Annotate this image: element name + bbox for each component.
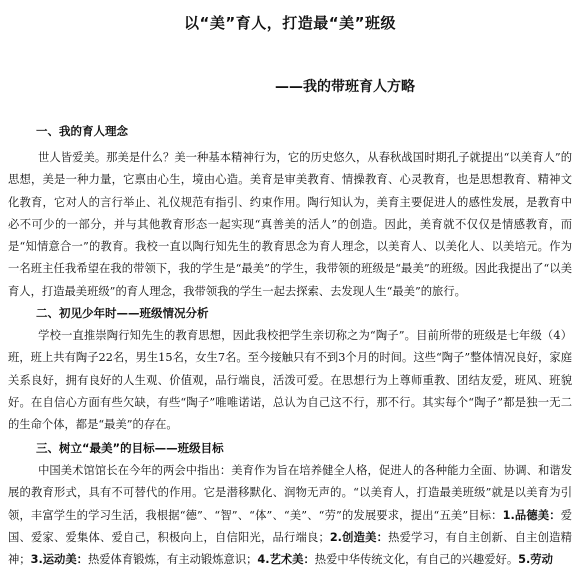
document-subtitle: ——我的带班育人方略 <box>275 79 415 95</box>
goal-text-2: 热爱学习，有自主创新、自主创造精神； <box>8 530 572 567</box>
goal-label-2: 2.创造美： <box>329 530 389 544</box>
goal-label-4: 4.艺术美： <box>257 553 315 567</box>
section-paragraph-2-text: 学校一直推崇陶行知先生的教育思想，因此我校把学生亲切称之为“陶子”。目前所带的班级是七年级（4）班，班上共有陶子22名，男生15名，女生7名。至今接触只有不到3个月的时间。这些“陶子”整体情况良好，家庭关系良好，拥有良好的人生观、价值观，品行端良，活泼可爱。在思想行为上尊师重教、团结友爱，班风、班貌好。在自信心方面有些欠缺，有些“陶子”唯唯诺诺，总认为自己这不行，那不行。其实每个“陶子”都是独一无二的生命个体，都是“最美”的存在。 <box>8 329 572 432</box>
goal-text-4: 热爱中华传统文化，有自己的兴趣爱好。 <box>314 553 519 567</box>
goal-text-1: 爱国、爱家、爱集体、爱自己，积极向上，自信阳光，品行端良； <box>8 508 572 544</box>
goal-label-3: 3.运动美： <box>30 553 88 567</box>
section-paragraph-1-text: 世人皆爱美。那美是什么？美一种基本精神行为，它的历史悠久，从春秋战国时期孔子就提出“以美育人”的思想，美是一种力量，它禀由心生，境由心造。美育是审美教育、情操教育、心灵教育，也是思想教育、精神文化教育，它对人的言行举止、礼仪规范有指引、约束作用。陶行知认为，美育主要促进人的感性发展，是教育中必不可少的一部分，并与其他教育形态一起实现“真善美的活人”的创造。因此，美育就不仅仅是情感教育，而是“知情意合一”的教育。我校一直以陶行知先生的教育思念为育人理念，以美育人、以美化人、以美培元。作为一名班主任我希望在我的带领下，我的学生是“最美”的学生，我带领的班级是“最美”的班级。因此我提出了“以美育人，打造最美班级”的育人理念，我带领我的学生一起去探索、去发现人生“最美”的旅行。 <box>8 151 572 298</box>
section-heading-2: 二、初见少年时——班级情况分析 <box>36 306 209 320</box>
goal-label-5: 5.劳动 <box>518 553 553 567</box>
section-heading-1: 一、我的育人理念 <box>36 124 128 138</box>
goal-label-1: 1.品德美： <box>502 508 561 522</box>
document-title: 以“美”育人，打造最“美”班级 <box>184 14 396 32</box>
section-heading-3: 三、树立“最美”的目标——班级目标 <box>36 441 224 455</box>
section-paragraph-3 <box>8 460 572 571</box>
goal-text-3: 热爱体育锻炼，有主动锻炼意识； <box>87 553 258 567</box>
section-paragraph-2 <box>8 325 572 436</box>
section-paragraph-1 <box>8 147 572 303</box>
section-paragraph-3-intro: 中国美术馆馆长在今年的两会中指出：美育作为旨在培养健全人格，促进人的各种能力全面、协调、和谐发展的教育形式，具有不可替代的作用。它是潜移默化、润物无声的。“以美育人，打造最美班级”就是以美育为引领，丰富学生的学习生活，我根据“德”、“智”、“体”、“美”、“劳”的发展要求，提出“五美”目标： <box>8 464 572 522</box>
